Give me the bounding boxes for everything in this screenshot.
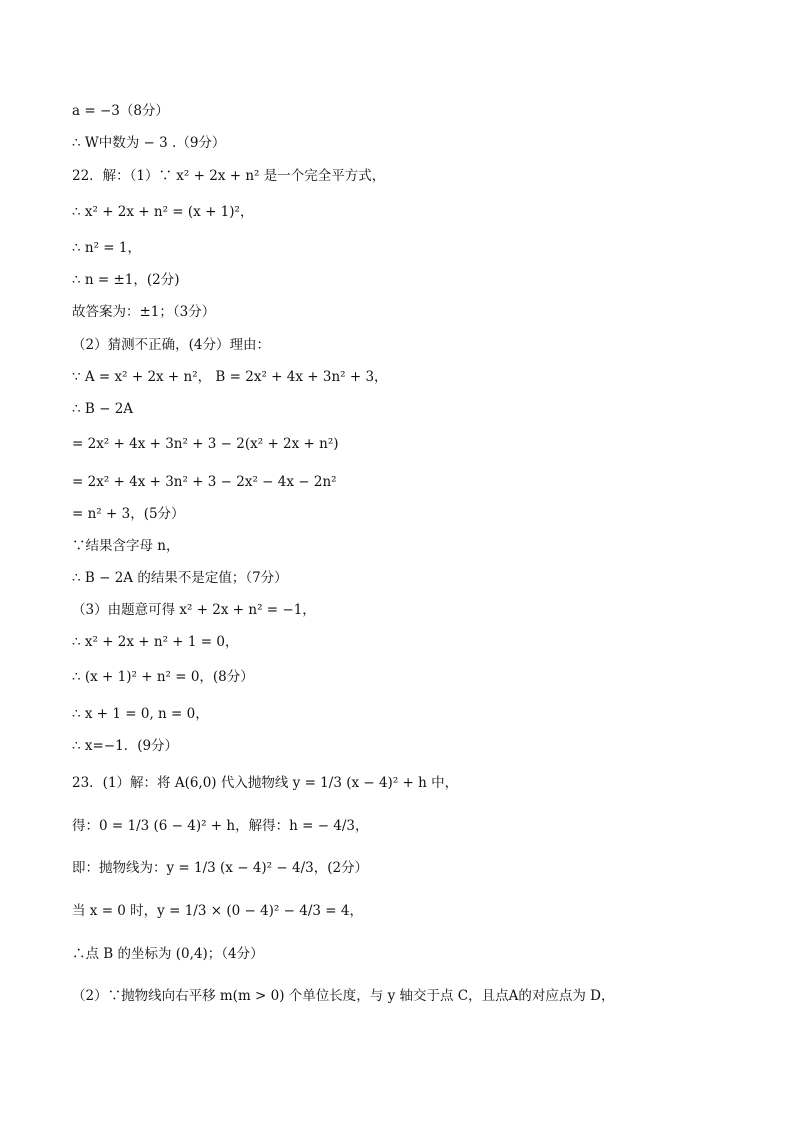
line-10: ∴ B − 2A (72, 401, 134, 417)
line-2: ∴ W中数为 − 3 .（9分） (72, 135, 226, 151)
line-7: 故答案为：±1；（3分） (72, 304, 216, 320)
line-18: ∴ (x + 1)² + n² = 0，(8分） (72, 669, 254, 685)
line-8: （2）猜测不正确，(4分）理由： (72, 337, 270, 353)
line-24: 当 x = 0 时，y = 1/3 × (0 − 4)² − 4/3 = 4， (72, 903, 363, 919)
line-21: 23．(1）解：将 A(6,0) 代入抛物线 y = 1/3 (x − 4)² + h 中， (72, 775, 459, 791)
line-13: = n² + 3，(5分） (72, 506, 185, 522)
line-12: = 2x² + 4x + 3n² + 3 − 2x² − 4x − 2n² (72, 474, 337, 490)
line-3: 22．解：（1）∵ x² + 2x + n² 是一个完全平方式， (72, 168, 386, 184)
line-22: 得：0 = 1/3 (6 − 4)² + h，解得：h = − 4/3， (72, 818, 369, 834)
line-11: = 2x² + 4x + 3n² + 3 − 2(x² + 2x + n²) (72, 436, 339, 452)
line-14: ∵结果含字母 n， (72, 538, 180, 554)
line-17: ∴ x² + 2x + n² + 1 = 0， (72, 634, 239, 650)
line-23: 即：抛物线为：y = 1/3 (x − 4)² − 4/3，(2分） (72, 860, 369, 876)
line-26: （2）∵抛物线向右平移 m(m > 0) 个单位长度，与 y 轴交于点 C，且点A的对应点为 D， (72, 988, 615, 1004)
line-5: ∴ n² = 1， (72, 240, 141, 256)
line-1: a = −3（8分） (72, 103, 169, 119)
line-19: ∴ x + 1 = 0, n = 0， (72, 706, 209, 722)
line-9: ∵ A = x² + 2x + n²， B = 2x² + 4x + 3n² + 3， (72, 369, 388, 385)
line-6: ∴ n = ±1，(2分) (72, 272, 180, 288)
line-15: ∴ B − 2A 的结果不是定值；（7分） (72, 570, 288, 586)
line-20: ∴ x=−1．(9分） (72, 738, 179, 754)
line-4: ∴ x² + 2x + n² = (x + 1)²， (72, 204, 254, 220)
line-16: （3）由题意可得 x² + 2x + n² = −1， (72, 602, 316, 618)
line-25: ∴点 B 的坐标为 (0,4)；（4分） (72, 946, 264, 962)
